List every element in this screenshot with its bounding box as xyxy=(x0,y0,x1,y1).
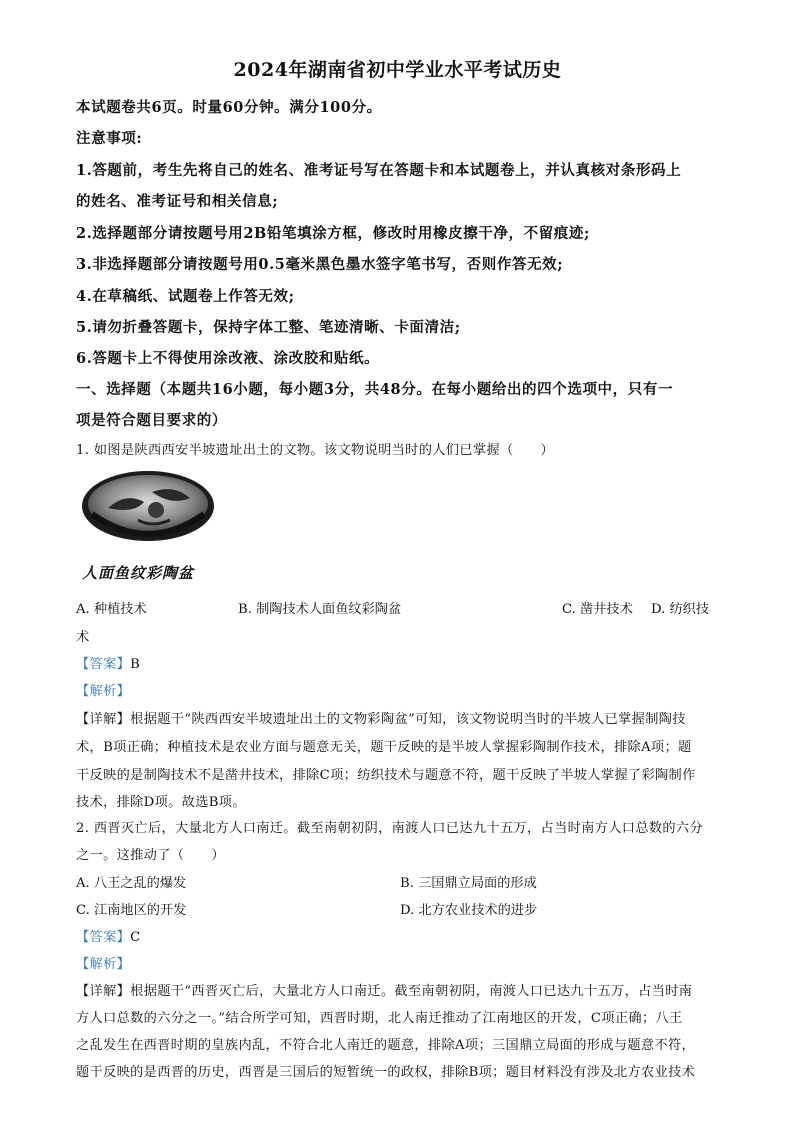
q2-stem-line-1: 2. 西晋灭亡后，大量北方人口南迁。截至南朝初阴，南渡人口已达九十五万，占当时南方人口总数的六分 xyxy=(76,821,704,836)
q2-detail-line-2: 方人口总数的六分之一。”结合所学可知，西晋时期，北人南迁推动了江南地区的开发，C项正确；八王 xyxy=(76,1011,683,1026)
q2-option-b: B. 三国鼎立局面的形成 xyxy=(400,876,537,891)
exam-info: 本试题卷共6页。时量60分钟。满分100分。 xyxy=(76,99,382,116)
q1-option-d-wrap: 术 xyxy=(76,630,90,645)
q2-detail-line-4: 题干反映的是西晋的历史，西晋是三国后的短暂统一的政权，排除B项；题目材料没有涉及北方农业技术 xyxy=(76,1065,696,1080)
notice-item-1: 1.答题前，考生先将自己的姓名、准考证号写在答题卡和本试题卷上，并认真核对条形码上 xyxy=(76,162,682,179)
q2-option-a: A. 八王之乱的爆发 xyxy=(76,876,187,891)
detail-tag: 【详解】 xyxy=(76,984,131,999)
notice-heading: 注意事项: xyxy=(76,130,143,147)
notice-item-6: 6.答题卡上不得使用涂改液、涂改胶和贴纸。 xyxy=(76,350,380,367)
notice-item-1-cont: 的姓名、准考证号和相关信息; xyxy=(76,193,279,210)
section-heading-cont: 项是符合题目要求的） xyxy=(76,412,227,429)
exam-title: 2024年湖南省初中学业水平考试历史 xyxy=(233,59,562,81)
notice-item-5: 5.请勿折叠答题卡，保持字体工整、笔迹清晰、卡面清洁; xyxy=(76,319,461,336)
answer-tag: 【答案】 xyxy=(76,930,131,945)
answer-tag: 【答案】 xyxy=(76,657,131,672)
q2-option-d: D. 北方农业技术的进步 xyxy=(400,903,538,918)
q2-detail-line-1 xyxy=(76,980,726,999)
q1-detail-line-4: 技术，排除D项。故选B项。 xyxy=(76,795,246,810)
figure-caption: 人面鱼纹彩陶盆 xyxy=(82,564,195,582)
q1-option-a: A. 种植技术 xyxy=(76,602,147,617)
q2-stem-line-2: 之一。这推动了（ ） xyxy=(76,848,225,863)
q1-option-b: B. 制陶技术人面鱼纹彩陶盆 xyxy=(238,602,402,617)
q1-detail-line-2: 术，B项正确；种植技术是农业方面与题意无关，题干反映的是半坡人掌握彩陶制作技术，排除A项；题 xyxy=(76,740,692,755)
notice-item-3: 3.非选择题部分请按题号用0.5毫米黑色墨水签字笔书写，否则作答无效; xyxy=(76,256,564,273)
q1-detail-line-3: 干反映的是制陶技术不是凿井技术，排除C项；纺织技术与题意不符，题干反映了半坡人掌握了彩陶制作 xyxy=(76,768,696,783)
q2-answer xyxy=(76,926,726,945)
q2-answer-value: C xyxy=(130,930,141,945)
q1-detail-text-1: 根据题干“陕西西安半坡遗址出土的文物彩陶盆”可知，该文物说明当时的半坡人已掌握制陶技 xyxy=(130,712,686,727)
notice-item-4: 4.在草稿纸、试题卷上作答无效; xyxy=(76,288,295,305)
analysis-tag: 【解析】 xyxy=(76,684,131,699)
q1-option-c: C. 凿井技术 xyxy=(562,602,633,617)
q1-option-d: D. 纺织技 xyxy=(651,602,710,617)
q1-stem: 1. 如图是陕西西安半坡遗址出土的文物。该文物说明当时的人们已掌握（ ） xyxy=(76,443,555,458)
q1-analysis-tag xyxy=(76,680,726,699)
q1-answer xyxy=(76,653,726,672)
q2-analysis-tag xyxy=(76,953,726,972)
detail-tag: 【详解】 xyxy=(76,712,131,727)
q1-answer-value: B xyxy=(130,657,141,672)
q1-detail-line-1 xyxy=(76,708,726,727)
q2-option-c: C. 江南地区的开发 xyxy=(76,903,187,918)
notice-item-2: 2.选择题部分请按题号用2B铅笔填涂方框，修改时用橡皮擦干净，不留痕迹; xyxy=(76,225,590,242)
section-heading: 一、选择题（本题共16小题，每小题3分，共48分。在每小题给出的四个选项中，只有一 xyxy=(76,381,674,398)
q2-detail-text-1: 根据题干“西晋灭亡后，大量北方人口南迁。截至南朝初阴，南渡人口已达九十五万，占当时南 xyxy=(130,984,693,999)
analysis-tag: 【解析】 xyxy=(76,957,131,972)
q2-detail-line-3: 之乱发生在西晋时期的皇族内乱，不符合北人南迁的题意，排除A项；三国鼎立局面的形成与题意不符， xyxy=(76,1038,696,1053)
